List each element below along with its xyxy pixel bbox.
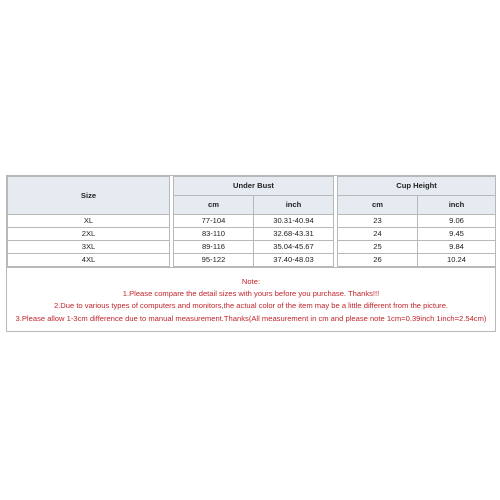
cup-height-inch-cell: 10.24 — [418, 254, 496, 267]
under-bust-cm-header: cm — [174, 196, 254, 215]
size-table — [7, 176, 496, 267]
under-bust-inch-cell: 37.40-48.03 — [254, 254, 334, 267]
under-bust-inch-header: inch — [254, 196, 334, 215]
note-line: 3.Please allow 1-3cm difference due to manual measurement.Thanks(All measurement in cm and please note 1cm=0.39inch 1inch=2.54cm) — [15, 313, 487, 323]
size-header: Size — [8, 177, 170, 215]
under-bust-inch-cell: 35.04-45.67 — [254, 241, 334, 254]
under-bust-header: Under Bust — [174, 177, 334, 196]
cup-height-inch-cell: 9.45 — [418, 228, 496, 241]
under-bust-cm-cell: 89-116 — [174, 241, 254, 254]
cup-height-cm-cell: 24 — [338, 228, 418, 241]
cup-height-inch-cell: 9.06 — [418, 215, 496, 228]
cup-height-cm-cell: 25 — [338, 241, 418, 254]
under-bust-inch-cell: 30.31-40.94 — [254, 215, 334, 228]
table-row — [8, 228, 496, 241]
under-bust-cm-cell: 83-110 — [174, 228, 254, 241]
cup-height-inch-cell: 9.84 — [418, 241, 496, 254]
cup-height-inch-header: inch — [418, 196, 496, 215]
size-cell: XL — [8, 215, 170, 228]
size-cell: 3XL — [8, 241, 170, 254]
table-row — [8, 241, 496, 254]
under-bust-inch-cell: 32.68-43.31 — [254, 228, 334, 241]
under-bust-cm-cell: 77-104 — [174, 215, 254, 228]
table-row — [8, 215, 496, 228]
cup-height-cm-cell: 26 — [338, 254, 418, 267]
cup-height-header: Cup Height — [338, 177, 496, 196]
note-line: 2.Due to various types of computers and monitors,the actual color of the item may be a little different from the picture. — [53, 301, 449, 311]
cup-height-cm-header: cm — [338, 196, 418, 215]
under-bust-cm-cell: 95-122 — [174, 254, 254, 267]
size-cell: 4XL — [8, 254, 170, 267]
note-line: 1.Please compare the detail sizes with yours before you purchase. Thanks!!! — [122, 289, 380, 299]
size-cell: 2XL — [8, 228, 170, 241]
notes-section — [7, 267, 495, 331]
table-row — [8, 254, 496, 267]
cup-height-cm-cell: 23 — [338, 215, 418, 228]
notes-title: Note: — [241, 277, 261, 286]
size-chart — [6, 175, 496, 332]
